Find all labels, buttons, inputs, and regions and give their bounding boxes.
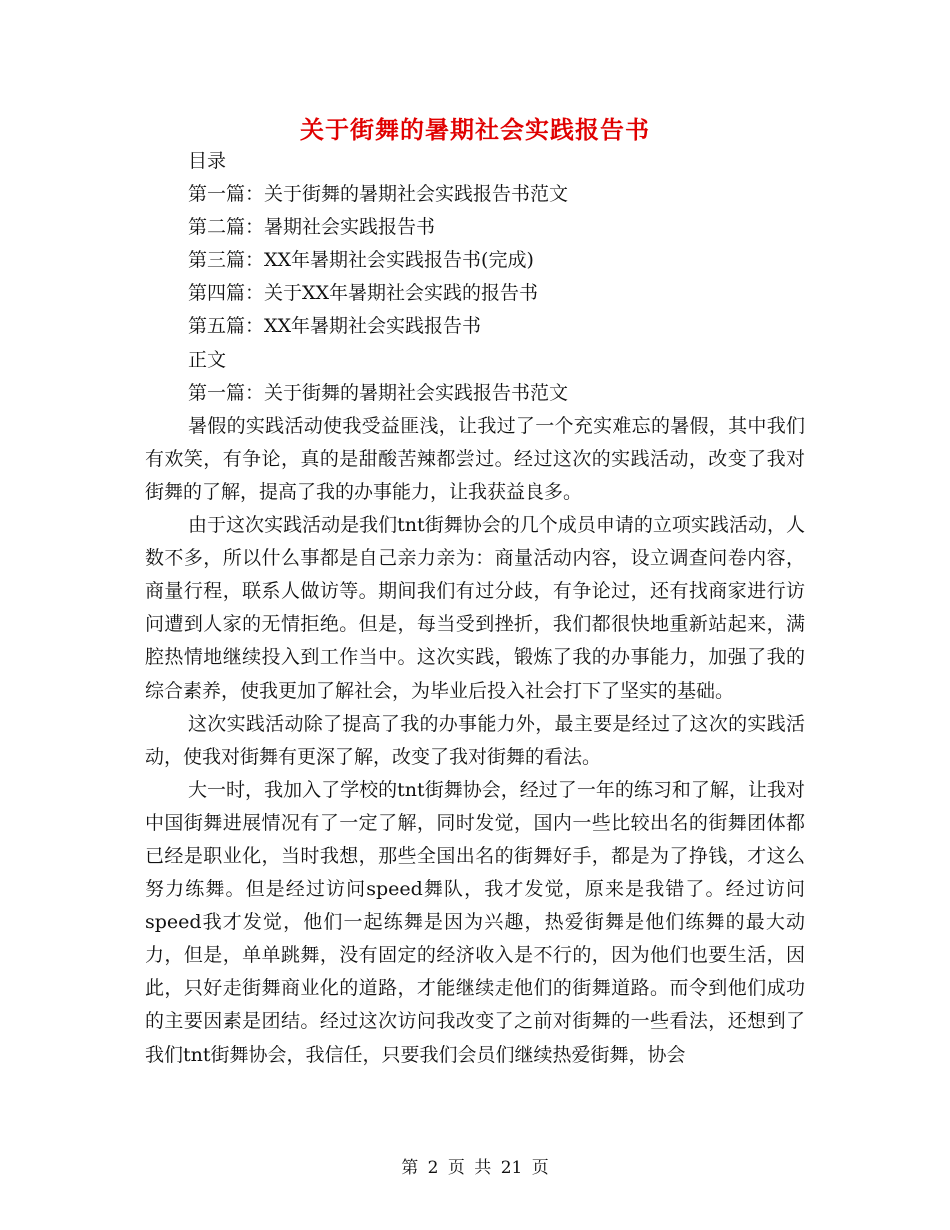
document-title: 关于街舞的暑期社会实践报告书 <box>300 116 650 144</box>
toc-item: 第一篇：关于街舞的暑期社会实践报告书范文 <box>188 183 569 206</box>
toc-item: 第五篇：XX年暑期社会实践报告书 <box>188 315 482 338</box>
section-text <box>145 410 805 1072</box>
paragraph: 大一时，我加入了学校的tnt街舞协会，经过了一年的练习和了解，让我对中国街舞进展情况有了一定了解，同时发觉，国内一些比较出名的街舞团体都已经是职业化，当时我想，那些全国出名的街舞好手，都是为了挣钱，才这么努力练舞。但是经过访问speed舞队，我才发觉，原来是我错了。经过访问 speed我才发觉，他们一起练舞是因为兴趣，热爱街舞是他们练舞的最大动力，但是，单单跳舞，没有固定的经济收入是不行的，因为他们也要生活，因此，只好走街舞商业化的道路，才能继续走他们的街舞道路。而令到他们成功的主要因素是团结。经过这次访问我改变了之前对街舞的一些看法，还想到了我们tnt街舞协会，我信任，只要我们会员们继续热爱街舞，协会 <box>145 778 805 1066</box>
paragraph: 由于这次实践活动是我们tnt街舞协会的几个成员申请的立项实践活动，人数不多，所以什么事都是自己亲力亲为：商量活动内容，设立调查问卷内容，商量行程，联系人做访等。期间我们有过分歧，有争论过，还有找商家进行访问遭到人家的无情拒绝。但是，每当受到挫折，我们都很快地重新站起来，满腔热情地继续投入到工作当中。这次实践，锻炼了我的办事能力，加强了我的综合素养，使我更加了解社会，为毕业后投入社会打下了坚实的基础。 <box>145 514 805 702</box>
section-heading: 第一篇：关于街舞的暑期社会实践报告书范文 <box>188 381 569 404</box>
table-of-contents <box>145 178 805 343</box>
toc-item: 第四篇：关于XX年暑期社会实践的报告书 <box>188 282 539 305</box>
paragraph: 这次实践活动除了提高了我的办事能力外，最主要是经过了这次的实践活动，使我对街舞有更深了解，改变了我对街舞的看法。 <box>145 712 805 768</box>
document-body <box>145 145 805 1072</box>
paragraph: 暑假的实践活动使我受益匪浅，让我过了一个充实难忘的暑假，其中我们有欢笑，有争论，真的是甜酸苦辣都尝过。经过这次的实践活动，改变了我对街舞的了解，提高了我的办事能力，让我获益良多。 <box>145 414 805 503</box>
page-footer: 第 2 页 共 21 页 <box>401 1158 549 1178</box>
toc-heading: 目录 <box>188 150 227 172</box>
body-heading: 正文 <box>188 348 227 371</box>
toc-item: 第三篇：XX年暑期社会实践报告书(完成) <box>188 249 534 272</box>
toc-item: 第二篇：暑期社会实践报告书 <box>188 216 436 239</box>
